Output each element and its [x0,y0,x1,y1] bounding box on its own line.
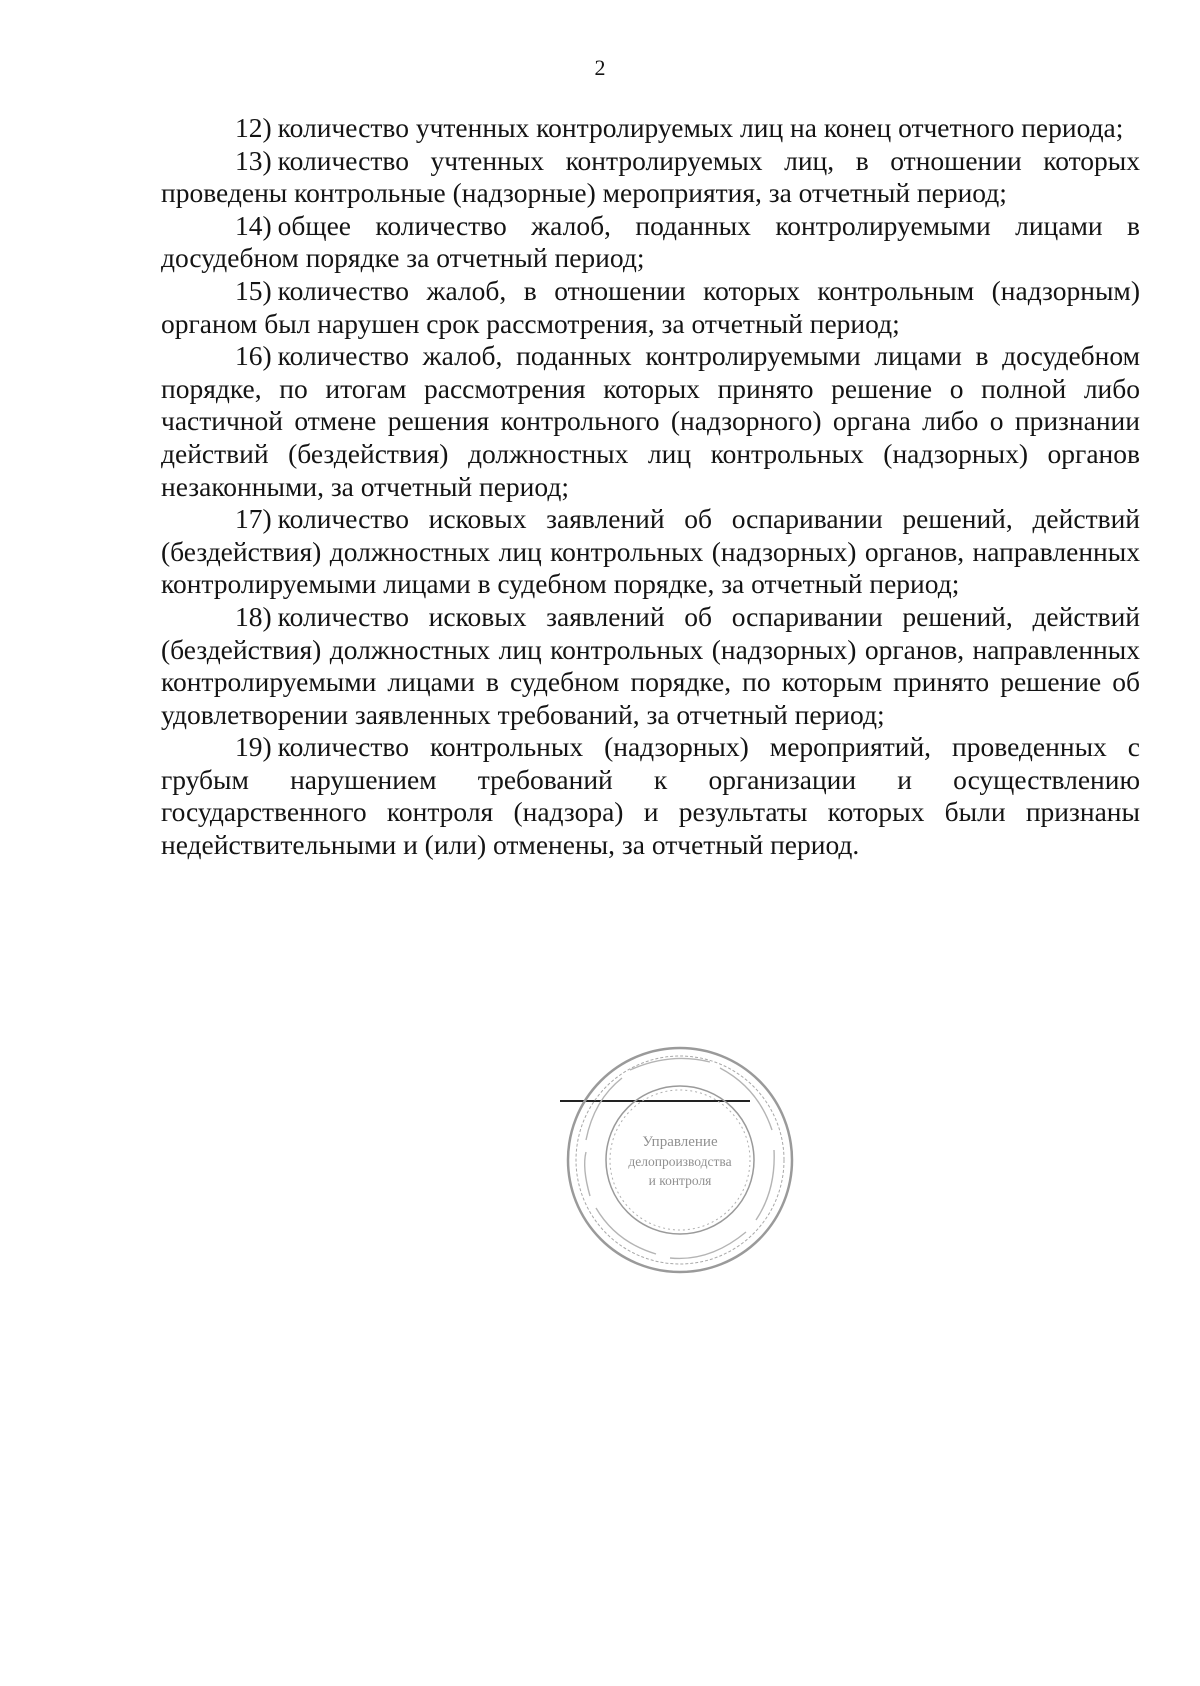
item-number: 12) [235,112,272,143]
stamp-center-text [628,1134,731,1188]
list-item [161,145,1140,210]
list-item [161,503,1140,601]
item-number: 14) [235,209,272,241]
item-text: количество учтенных контролируемых лиц, в отношении которых проведены контрольные (надзорные) мероприятия, за отчетный период; [161,144,1140,209]
stamp-seal-icon [560,1040,800,1280]
list-item [161,731,1140,861]
item-text: количество жалоб, в отношении которых контрольным (надзорным) органом был нарушен срок рассмотрения, за отчетный период; [161,274,1140,339]
list-item [161,210,1140,275]
item-text: количество жалоб, поданных контролируемыми лицами в досудебном порядке, по итогам рассмотрения которых принято решение о полной либо частичной отмене решения контрольного (надзорного) органа либо о признании действий (бездействия) должностных лиц контрольных (надзорных) органов незаконными, за отчетный период; [161,340,1140,502]
item-text: общее количество жалоб, поданных контролируемыми лицами в досудебном порядке за отчетный период; [161,209,1140,274]
stamp-line-1: Управление [642,1134,718,1150]
item-number: 19) [235,731,272,763]
document-body [161,112,1140,862]
item-text: количество учтенных контролируемых лиц на конец отчетного периода; [277,112,1124,143]
item-number: 16) [235,340,272,372]
list-item [161,340,1140,503]
page-number: 2 [594,55,606,80]
stamp-line-3: и контроля [648,1173,712,1188]
item-text: количество контрольных (надзорных) мероприятий, проведенных с грубым нарушением требований к организации и осуществлению государственного контроля (надзора) и результаты которых были признаны недействительными и (или) отменены, за отчетный период. [161,731,1140,861]
item-number: 18) [235,600,272,632]
list-item [161,601,1140,731]
item-number: 13) [235,144,272,176]
list-item [161,275,1140,340]
item-number: 15) [235,274,272,306]
item-number: 17) [235,503,272,535]
item-text: количество исковых заявлений об оспаривании решений, действий (бездействия) должностных лиц контрольных (надзорных) органов, направленных контролируемыми лицами в судебном порядке, по которым принято решение об удовлетворении заявленных требований, за отчетный период; [161,600,1140,730]
list-item [161,112,1140,145]
stamp-line-2: делопроизводства [628,1154,732,1169]
item-text: количество исковых заявлений об оспаривании решений, действий (бездействия) должностных лиц контрольных (надзорных) органов, направленных контролируемыми лицами в судебном порядке, за отчетный период; [161,503,1140,600]
